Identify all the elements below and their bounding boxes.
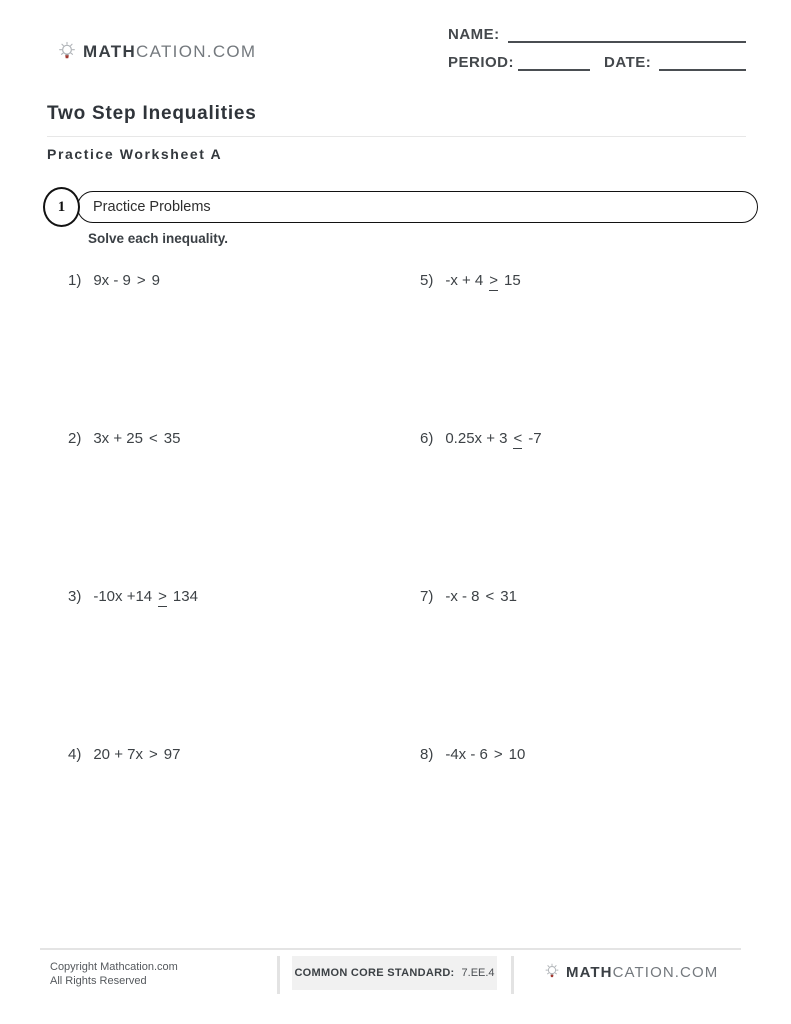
footer-vertical-divider (511, 956, 514, 994)
problem-6 (420, 430, 542, 588)
period-label: PERIOD: (448, 54, 515, 71)
expression-right: 31 (500, 588, 517, 605)
problem-8 (420, 746, 542, 904)
inequality-operator: > (158, 588, 167, 605)
copyright-line-2: All Rights Reserved (50, 975, 147, 987)
expression-right: 35 (163, 430, 181, 447)
expression-right: 134 (172, 588, 198, 605)
expression-right: 10 (508, 746, 526, 763)
inequality-operator: < (148, 430, 158, 447)
inequality-operator: > (493, 746, 503, 763)
common-core-standard-badge (292, 956, 497, 990)
copyright-line-1: Copyright Mathcation.com (50, 961, 178, 973)
problems-grid (68, 272, 542, 904)
standard-label: COMMON CORE STANDARD: (294, 967, 455, 979)
expression-right: 15 (504, 272, 521, 289)
lightbulb-icon (56, 41, 78, 63)
expression-left: 3x + 25 (93, 430, 143, 447)
period-input-line[interactable] (518, 54, 590, 71)
expression-right: 9 (151, 272, 160, 289)
problem-number: 2) (68, 430, 82, 447)
problem-5 (420, 272, 542, 430)
inequality-operator: < (513, 430, 523, 447)
expression-right: -7 (528, 430, 542, 447)
date-label: DATE: (604, 54, 652, 71)
copyright-text (50, 960, 178, 988)
problem-2 (68, 430, 420, 588)
logo-text (83, 42, 256, 62)
problem-1 (68, 272, 420, 430)
logo-text-bold: MATH (566, 963, 613, 981)
expression-left: -4x - 6 (445, 746, 488, 763)
problem-7 (420, 588, 542, 746)
title-divider (47, 136, 746, 137)
logo-text-light: CATION.COM (136, 42, 257, 61)
problem-number: 5) (420, 272, 434, 289)
name-label: NAME: (448, 26, 500, 43)
problem-number: 8) (420, 746, 434, 763)
lightbulb-icon (543, 963, 561, 981)
footer-vertical-divider (277, 956, 280, 994)
logo-text-light: CATION.COM (612, 963, 719, 981)
inequality-operator: > (489, 272, 499, 289)
section-number-badge: 1 (43, 187, 80, 227)
logo-text-bold: MATH (83, 42, 137, 61)
expression-left: 0.25x + 3 (445, 430, 508, 447)
expression-right: 97 (163, 746, 181, 763)
mathcation-logo-header (56, 41, 256, 63)
section-banner (43, 187, 743, 229)
footer (0, 956, 791, 998)
logo-text (566, 964, 718, 981)
expression-left: -10x +14 (93, 588, 153, 605)
problem-number: 1) (68, 272, 82, 289)
mathcation-logo-footer (543, 963, 718, 981)
expression-left: 20 + 7x (93, 746, 143, 763)
problem-number: 3) (68, 588, 82, 605)
instructions-text: Solve each inequality. (88, 231, 229, 246)
date-input-line[interactable] (659, 54, 746, 71)
problem-number: 6) (420, 430, 434, 447)
period-date-row (448, 54, 746, 71)
problem-3 (68, 588, 420, 746)
expression-left: 9x - 9 (93, 272, 131, 289)
problem-number: 4) (68, 746, 82, 763)
name-row (448, 26, 746, 43)
section-pill (77, 191, 758, 223)
student-fields (448, 26, 746, 71)
name-input-line[interactable] (508, 26, 746, 43)
inequality-operator: < (485, 588, 495, 605)
page-subtitle: Practice Worksheet A (47, 146, 223, 162)
problem-4 (68, 746, 420, 904)
expression-left: -x + 4 (445, 272, 484, 289)
inequality-operator: > (136, 272, 146, 289)
footer-divider (40, 948, 741, 950)
inequality-operator: > (148, 746, 158, 763)
section-label: Practice Problems (93, 199, 211, 215)
expression-left: -x - 8 (445, 588, 480, 605)
standard-value: 7.EE.4 (461, 967, 495, 979)
page-title: Two Step Inequalities (47, 103, 257, 124)
problem-number: 7) (420, 588, 434, 605)
